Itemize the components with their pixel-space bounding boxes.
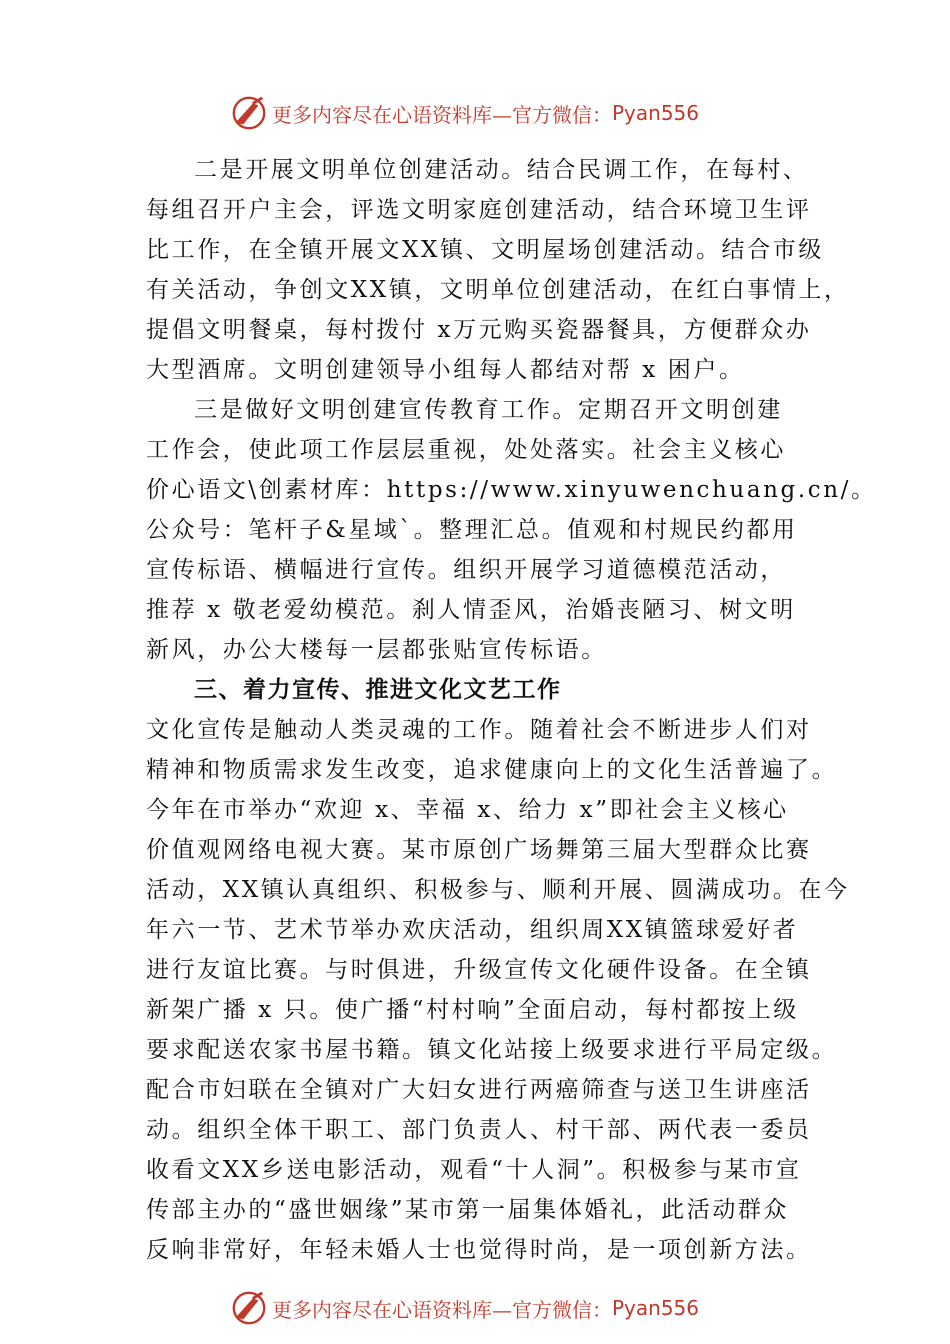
- text-line: 传部主办的“盛世姻缘”某市第一届集体婚礼，此活动群众: [146, 1197, 790, 1223]
- text-line: 提倡文明餐桌，每村拨付 x万元购买瓷器餐具，方便群众办: [146, 317, 812, 343]
- text-line: 要求配送农家书屋书籍。镇文化站接上级要求进行平局定级。: [146, 1037, 838, 1063]
- text-line: 价心语文\创素材库：https://www.xinyuwenchuang.cn/。: [146, 477, 877, 503]
- watermark-banner-top: [230, 93, 750, 133]
- text-line: 二是开展文明单位创建活动。结合民调工作，在每村、: [194, 157, 809, 183]
- pen-logo-icon: [230, 94, 268, 132]
- watermark-wechat-id: Pyan556: [612, 101, 700, 125]
- text-line: 配合市妇联在全镇对广大妇女进行两癌筛查与送卫生讲座活: [146, 1077, 812, 1103]
- text-line: 文化宣传是触动人类灵魂的工作。随着社会不断进步人们对: [146, 717, 812, 743]
- text-line: 三是做好文明创建宣传教育工作。定期召开文明创建: [194, 397, 783, 423]
- text-line: 反响非常好，年轻未婚人士也觉得时尚，是一项创新方法。: [146, 1237, 812, 1263]
- document-body: [146, 150, 877, 1270]
- text-line: 新架广播 x 只。使广播“村村响”全面启动，每村都按上级: [146, 997, 799, 1023]
- text-line: 年六一节、艺术节举办欢庆活动，组织周XX镇篮球爱好者: [146, 917, 799, 943]
- text-line: 有关活动，争创文XX镇，文明单位创建活动，在红白事情上，: [146, 277, 850, 303]
- text-line: 精神和物质需求发生改变，追求健康向上的文化生活普遍了。: [146, 757, 838, 783]
- text-line: 比工作，在全镇开展文XX镇、文明屋场创建活动。结合市级: [146, 237, 824, 263]
- text-line: 公众号：笔杆子&星域`。整理汇总。值观和村规民约都用: [146, 517, 798, 543]
- watermark-text: 更多内容尽在心语资料库—官方微信：: [272, 1297, 612, 1322]
- text-line: 大型酒席。文明创建领导小组每人都结对帮 x 困户。: [146, 357, 745, 383]
- watermark-text: 更多内容尽在心语资料库—官方微信：: [272, 102, 612, 127]
- text-line: 新风，办公大楼每一层都张贴宣传标语。: [146, 637, 607, 663]
- watermark-wechat-id: Pyan556: [612, 1296, 700, 1320]
- text-line: 价值观网络电视大赛。某市原创广场舞第三届大型群众比赛: [146, 837, 812, 863]
- watermark-banner-bottom: [230, 1288, 750, 1328]
- text-line: 每组召开户主会，评选文明家庭创建活动，结合环境卫生评: [146, 197, 812, 223]
- text-line: 今年在市举办“欢迎 x、幸福 x、给力 x”即社会主义核心: [146, 797, 789, 823]
- text-line: 动。组织全体干职工、部门负责人、村干部、两代表一委员: [146, 1117, 812, 1143]
- text-line: 进行友谊比赛。与时俱进，升级宣传文化硬件设备。在全镇: [146, 957, 812, 983]
- pen-logo-icon: [230, 1289, 268, 1327]
- text-line: 推荐 x 敬老爱幼模范。刹人情歪风，治婚丧陋习、树文明: [146, 597, 796, 623]
- text-line: 宣传标语、横幅进行宣传。组织开展学习道德模范活动，: [146, 557, 786, 583]
- text-line: 活动，XX镇认真组织、积极参与、顺利开展、圆满成功。在今: [146, 877, 850, 903]
- section-heading: 三、着力宣传、推进文化文艺工作: [194, 677, 562, 703]
- text-line: 收看文XX乡送电影活动，观看“十人洞”。积极参与某市宣: [146, 1157, 802, 1183]
- text-line: 工作会，使此项工作层层重视，处处落实。社会主义核心: [146, 437, 786, 463]
